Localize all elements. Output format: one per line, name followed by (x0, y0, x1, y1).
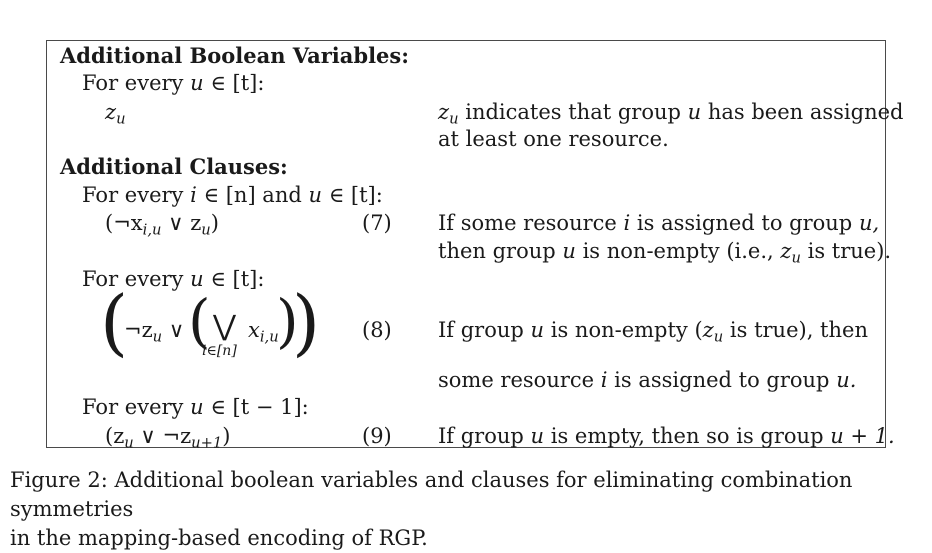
clause8-x: $x_{i,u}$ (248, 318, 279, 346)
clause7-description-line1: If some resource i is assigned to group u, (438, 211, 880, 235)
clause8-quantifier: For every u ∈ [t]: (82, 267, 265, 291)
clause8-inner-close-paren: ) (276, 287, 299, 355)
clause7-quantifier: For every i ∈ [n] and u ∈ [t]: (82, 183, 383, 207)
clause8-inner-open-paren: ( (188, 287, 211, 355)
variables-quantifier: For every u ∈ [t]: (82, 71, 265, 95)
variables-heading: Additional Boolean Variables: (60, 43, 409, 68)
figure-caption (10, 466, 925, 553)
clause8-neg-z: $\neg z_u$ ∨ (124, 318, 185, 346)
clause7-number: (7) (362, 211, 392, 235)
clause8-outer-open-paren: ( (100, 280, 129, 364)
clause8-number: (8) (362, 318, 392, 342)
variable-z-description-line1: $z_u$ indicates that group u has been assigned (438, 100, 904, 128)
clause8-vee-index: i∈[n] (202, 343, 237, 359)
clause8-description-line2: some resource i is assigned to group u. (438, 368, 857, 392)
clauses-heading: Additional Clauses: (60, 154, 288, 179)
variable-z-description-line2: at least one resource. (438, 127, 669, 151)
clause9-quantifier: For every u ∈ [t − 1]: (82, 395, 309, 419)
clause7-formula: ($\neg x_{i,u}$ ∨ $z_u$) (105, 211, 219, 239)
clause9-description: If group u is empty, then so is group u + 1. (438, 424, 895, 448)
clause8-outer-close-paren: ) (292, 280, 321, 364)
caption-line1: Figure 2: Additional boolean variables and clauses for eliminating combination symmetries (10, 468, 853, 521)
variable-z-u: $z_u$ (105, 100, 126, 128)
clause9-number: (9) (362, 424, 392, 448)
clause9-formula: ($z_u$ ∨ $\neg z_{u+1}$) (105, 424, 231, 452)
clause8-description-line1: If group u is non-empty ($z_u$ is true), then (438, 318, 868, 346)
caption-line2: in the mapping-based encoding of RGP. (10, 526, 428, 550)
clause7-description-line2: then group u is non-empty (i.e., $z_u$ is true). (438, 239, 892, 267)
clause8-big-vee: ⋁ (213, 309, 236, 342)
